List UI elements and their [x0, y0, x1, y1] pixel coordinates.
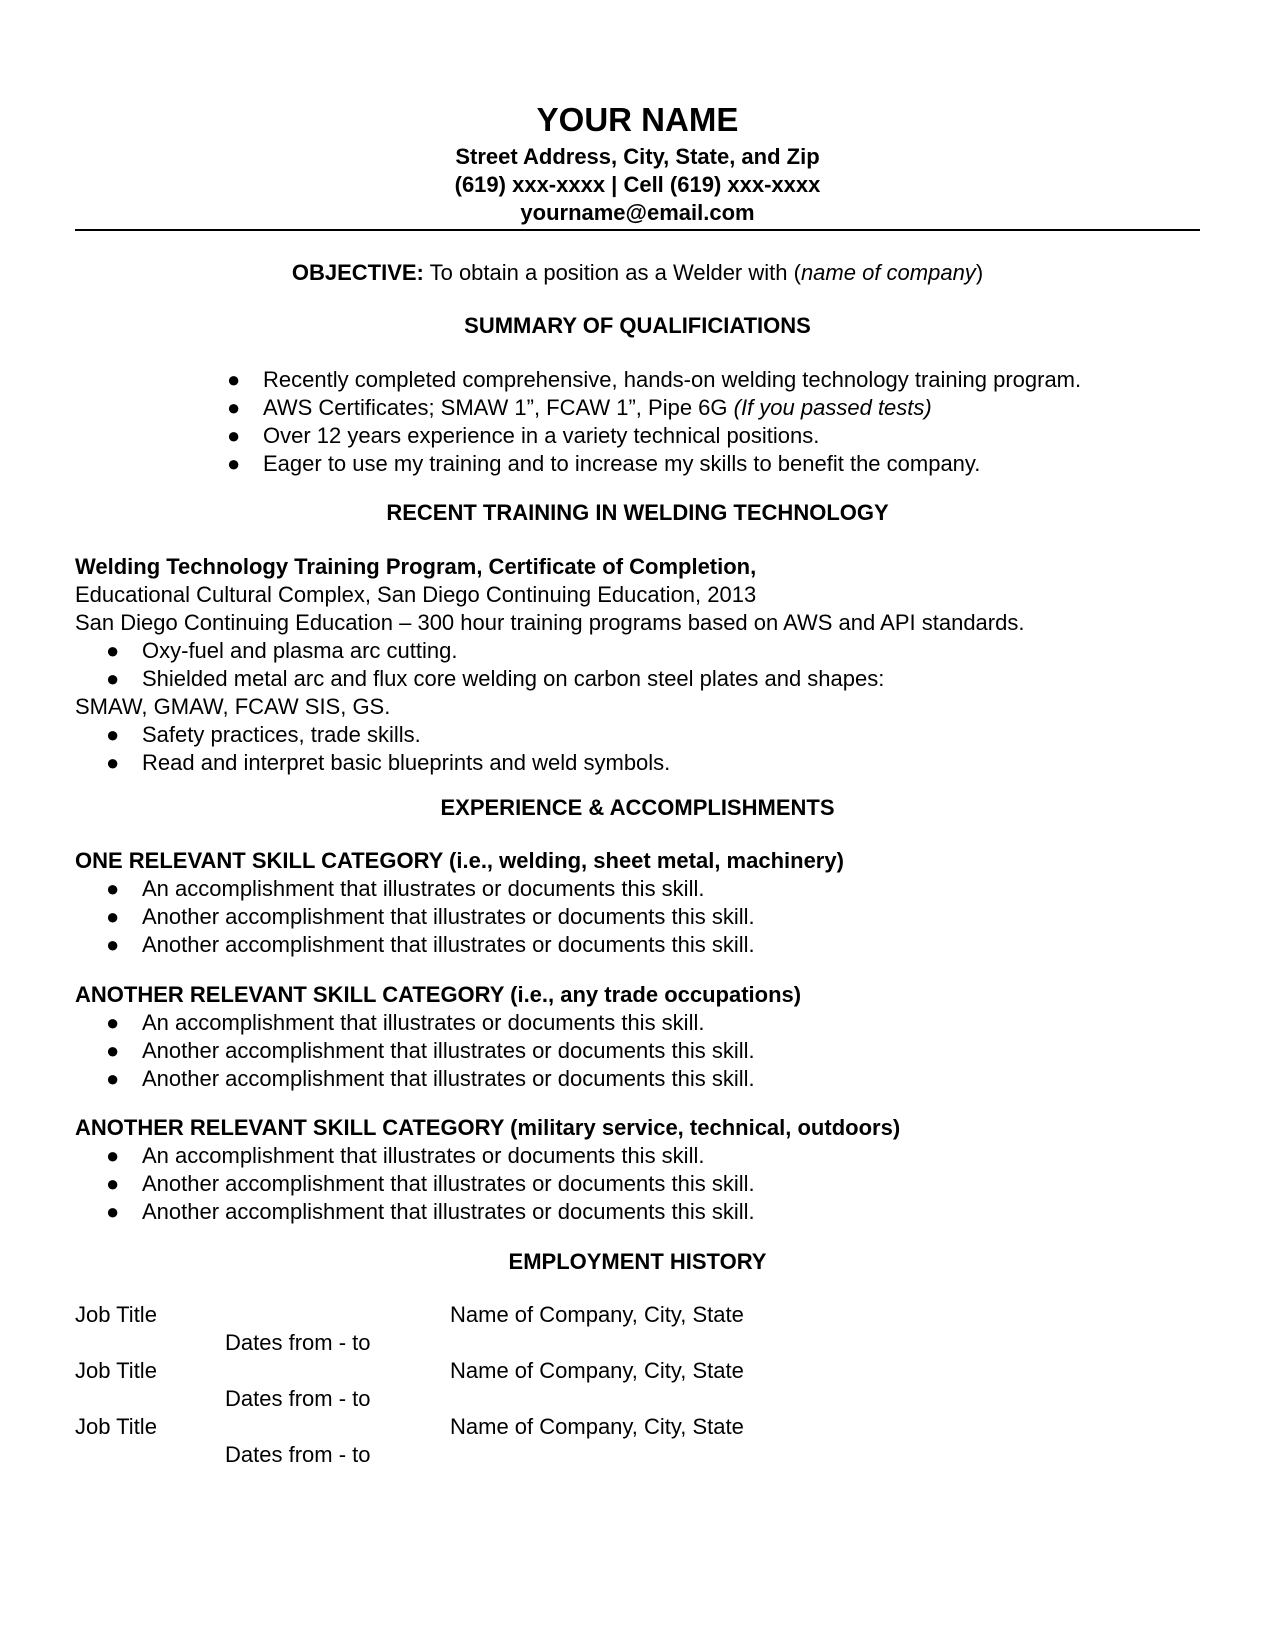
summary-heading: SUMMARY OF QUALIFICIATIONS	[464, 313, 811, 338]
category-title: ANOTHER RELEVANT SKILL CATEGORY (military service, technical, outdoors)	[75, 1115, 901, 1140]
list-item: ● AWS Certificates; SMAW 1”, FCAW 1”, Pipe 6G (If you passed tests)	[227, 395, 932, 420]
job-row	[75, 1413, 1200, 1441]
category-title: ONE RELEVANT SKILL CATEGORY (i.e., welding, sheet metal, machinery)	[75, 848, 844, 873]
job-title: Job Title	[75, 1414, 157, 1439]
training-list-b	[75, 721, 1200, 777]
employment-heading: EMPLOYMENT HISTORY	[508, 1249, 767, 1274]
training-continuation: SMAW, GMAW, FCAW SIS, GS.	[75, 694, 391, 719]
bullet-icon: ●	[106, 750, 120, 775]
phone-line: (619) xxx-xxxx | Cell (619) xxx-xxxx	[454, 172, 821, 197]
job-title: Job Title	[75, 1302, 157, 1327]
employment-list	[75, 1301, 1200, 1469]
job-dates-row	[75, 1385, 1200, 1413]
category-title: ANOTHER RELEVANT SKILL CATEGORY (i.e., any trade occupations)	[75, 982, 802, 1007]
job-row	[75, 1357, 1200, 1385]
experience-category-3	[75, 1114, 1200, 1226]
bullet-icon: ●	[227, 367, 241, 392]
bullet-icon: ●	[227, 451, 241, 476]
bullet-icon: ●	[106, 1010, 120, 1035]
list-item: ● An accomplishment that illustrates or documents this skill.	[106, 1143, 705, 1168]
list-item: ● Another accomplishment that illustrates or documents this skill.	[106, 1066, 755, 1091]
category-list	[75, 1009, 1200, 1093]
list-item: ● Another accomplishment that illustrates or documents this skill.	[106, 904, 755, 929]
training-block	[75, 553, 1200, 777]
job-dates: Dates from - to	[225, 1330, 371, 1355]
job-company: Name of Company, City, State	[450, 1358, 744, 1383]
objective-company: name of company	[800, 260, 976, 285]
list-item: ● An accomplishment that illustrates or documents this skill.	[106, 1010, 705, 1035]
job-company: Name of Company, City, State	[450, 1414, 744, 1439]
objective-text: To obtain a position as a Welder with (	[423, 260, 801, 285]
summary-list-block	[75, 366, 1200, 478]
list-item: ● Another accomplishment that illustrates or documents this skill.	[106, 1171, 755, 1196]
list-item: ● Oxy-fuel and plasma arc cutting.	[106, 638, 458, 663]
bullet-icon: ●	[106, 1143, 120, 1168]
list-item: ● Another accomplishment that illustrates or documents this skill.	[106, 932, 755, 957]
job-dates: Dates from - to	[225, 1386, 371, 1411]
objective-close: )	[975, 260, 984, 285]
list-item: ● Eager to use my training and to increase my skills to benefit the company.	[227, 451, 981, 476]
bullet-icon: ●	[106, 1199, 120, 1224]
job-title: Job Title	[75, 1358, 157, 1383]
experience-heading: EXPERIENCE & ACCOMPLISHMENTS	[440, 795, 835, 820]
bullet-icon: ●	[227, 395, 241, 420]
bullet-icon: ●	[106, 932, 120, 957]
list-item: ● Another accomplishment that illustrates or documents this skill.	[106, 1199, 755, 1224]
header-divider	[75, 229, 1200, 231]
category-list	[75, 1142, 1200, 1226]
training-program: Welding Technology Training Program, Certificate of Completion,	[75, 554, 757, 579]
list-item: ● Read and interpret basic blueprints and weld symbols.	[106, 750, 671, 775]
address-line: Street Address, City, State, and Zip	[455, 144, 820, 169]
list-item: ● Over 12 years experience in a variety technical positions.	[227, 423, 820, 448]
job-dates: Dates from - to	[225, 1442, 371, 1467]
training-heading: RECENT TRAINING IN WELDING TECHNOLOGY	[386, 500, 889, 525]
training-description: San Diego Continuing Education – 300 hour training programs based on AWS and API standards.	[75, 610, 1025, 635]
list-item: ● Safety practices, trade skills.	[106, 722, 421, 747]
objective-line	[75, 259, 1200, 286]
contact-block	[75, 143, 1200, 227]
bullet-icon: ●	[106, 904, 120, 929]
job-dates-row	[75, 1441, 1200, 1469]
training-list-a	[75, 637, 1200, 693]
job-row	[75, 1301, 1200, 1329]
list-item: ● An accomplishment that illustrates or documents this skill.	[106, 876, 705, 901]
bullet-icon: ●	[106, 666, 120, 691]
category-list	[75, 875, 1200, 959]
experience-category-1	[75, 847, 1200, 959]
job-company: Name of Company, City, State	[450, 1302, 744, 1327]
bullet-icon: ●	[106, 1066, 120, 1091]
bullet-icon: ●	[106, 638, 120, 663]
list-item: ● Recently completed comprehensive, hands-on welding technology training program.	[227, 367, 1082, 392]
summary-list	[75, 366, 1200, 478]
objective-label: OBJECTIVE:	[291, 260, 424, 285]
job-dates-row	[75, 1329, 1200, 1357]
bullet-icon: ●	[106, 1171, 120, 1196]
email-line: yourname@email.com	[520, 200, 755, 225]
bullet-icon: ●	[227, 423, 241, 448]
resume-name: YOUR NAME	[536, 101, 739, 138]
training-institution: Educational Cultural Complex, San Diego Continuing Education, 2013	[75, 582, 757, 607]
list-item: ● Another accomplishment that illustrates or documents this skill.	[106, 1038, 755, 1063]
bullet-icon: ●	[106, 876, 120, 901]
list-item: ● Shielded metal arc and flux core welding on carbon steel plates and shapes:	[106, 666, 885, 691]
experience-category-2	[75, 981, 1200, 1093]
bullet-icon: ●	[106, 1038, 120, 1063]
bullet-icon: ●	[106, 722, 120, 747]
tests-note: (If you passed tests)	[733, 395, 932, 420]
